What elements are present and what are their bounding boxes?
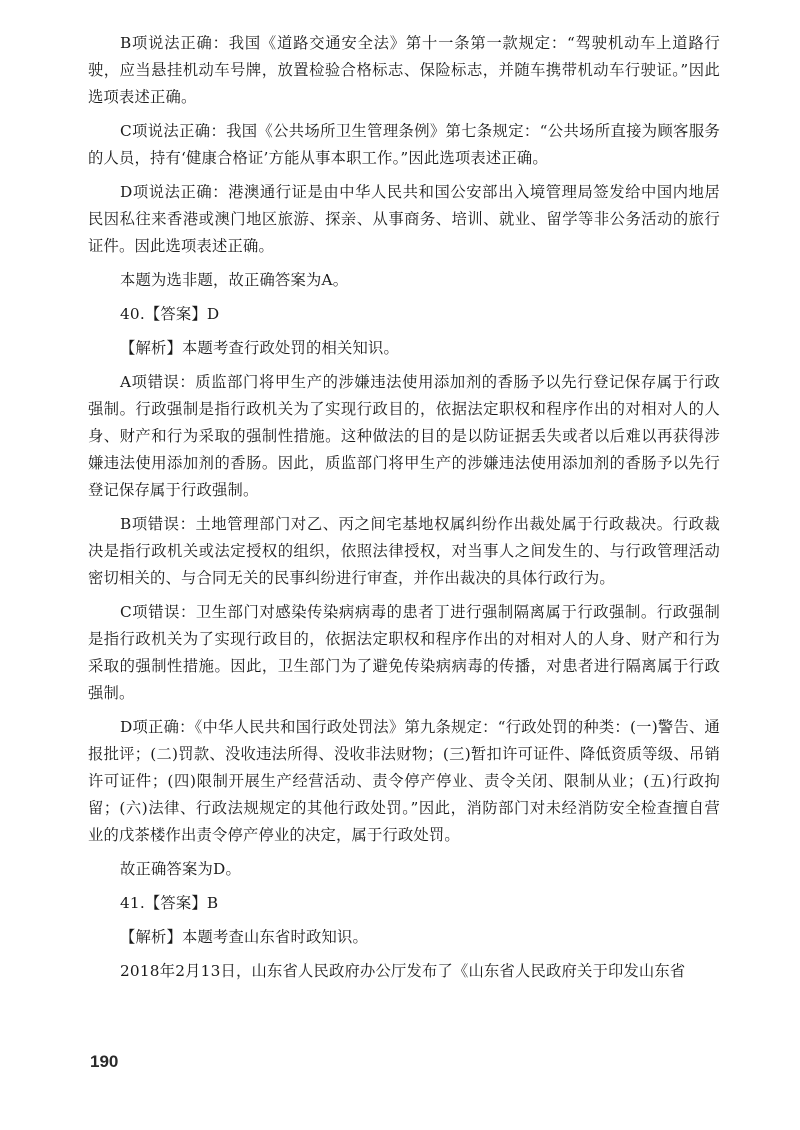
q41-answer-heading: 41.【答案】B — [120, 894, 219, 912]
paragraph-q40-option-b: B项错误：土地管理部门对乙、丙之间宅基地权属纠纷作出裁处属于行政裁决。行政裁决是指行政机关或法定授权的组织，依照法律授权，对当事人之间发生的、与行政管理活动密切相关的、与合同无关的民事纠纷进行审查，并作出裁决的具体行政行为。 — [88, 515, 720, 587]
paragraph-option-c-hygiene-regulation: C项说法正确：我国《公共场所卫生管理条例》第七条规定：“公共场所直接为顾客服务的人员，持有‘健康合格证’方能从事本职工作。”因此选项表述正确。 — [88, 122, 720, 167]
paragraph-q39-conclusion: 本题为选非题，故正确答案为A。 — [120, 271, 349, 289]
paragraph-q40-conclusion: 故正确答案为D。 — [120, 860, 241, 878]
paragraph-q41-body: 2018年2月13日，山东省人民政府办公厅发布了《山东省人民政府关于印发山东省 — [120, 962, 686, 980]
q40-analysis-intro: 【解析】本题考查行政处罚的相关知识。 — [120, 339, 399, 357]
paragraph-q40-option-d: D项正确：《中华人民共和国行政处罚法》第九条规定：“行政处罚的种类：(一)警告、通报批评；(二)罚款、没收违法所得、没收非法财物；(三)暂扣许可证件、降低资质等级、吊销许可证件；(四)限制开展生产经营活动、责令停产停业、责令关闭、限制从业；(五)行政拘留；(六)法律、行政法规规定的其他行政处罚。”因此，消防部门对未经消防安全检查擅自营业的戊茶楼作出责令停产停业的决定，属于行政处罚。 — [88, 718, 720, 844]
q41-analysis-intro: 【解析】本题考查山东省时政知识。 — [120, 928, 368, 946]
page-number: 190 — [90, 1052, 119, 1071]
paragraph-q40-option-c: C项错误：卫生部门对感染传染病病毒的患者丁进行强制隔离属于行政强制。行政强制是指行政机关为了实现行政目的，依据法定职权和程序作出的对相对人的人身、财产和行为采取的强制性措施。因此，卫生部门为了避免传染病病毒的传播，对患者进行隔离属于行政强制。 — [88, 603, 720, 702]
paragraph-q40-option-a: A项错误：质监部门将甲生产的涉嫌违法使用添加剂的香肠予以先行登记保存属于行政强制。行政强制是指行政机关为了实现行政目的，依据法定职权和程序作出的对相对人的人身、财产和行为采取的强制性措施。这种做法的目的是以防证据丢失或者以后难以再获得涉嫌违法使用添加剂的香肠。因此，质监部门将甲生产的涉嫌违法使用添加剂的香肠予以先行登记保存属于行政强制。 — [88, 373, 720, 499]
q40-answer-heading: 40.【答案】D — [120, 305, 220, 323]
body-text — [88, 30, 720, 992]
paragraph-option-d-travel-permit: D项说法正确：港澳通行证是由中华人民共和国公安部出入境管理局签发给中国内地居民因私往来香港或澳门地区旅游、探亲、从事商务、培训、就业、留学等非公务活动的旅行证件。因此选项表述正确。 — [88, 183, 720, 255]
paragraph-option-b-traffic-law: B项说法正确：我国《道路交通安全法》第十一条第一款规定：“驾驶机动车上道路行驶，应当悬挂机动车号牌，放置检验合格标志、保险标志，并随车携带机动车行驶证。”因此选项表述正确。 — [88, 34, 720, 106]
